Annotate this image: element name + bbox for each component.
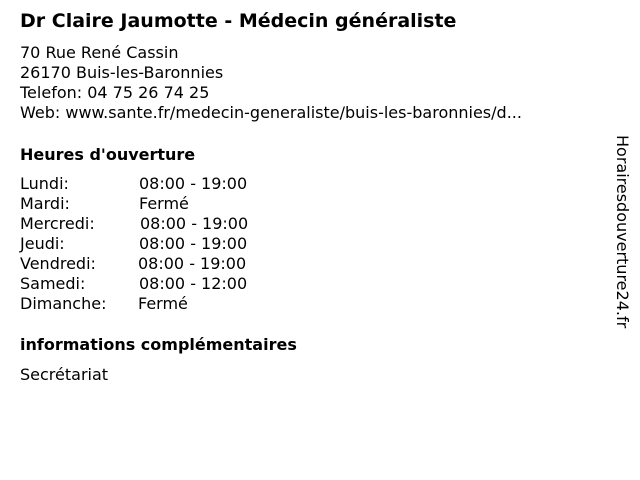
hours-row-samedi bbox=[20, 274, 320, 294]
day-label: Mercredi: bbox=[20, 214, 95, 233]
page-title: Dr Claire Jaumotte - Médecin généraliste bbox=[20, 10, 457, 32]
additional-info-text: Secrétariat bbox=[20, 365, 109, 384]
hours-row-dimanche bbox=[20, 294, 320, 314]
time-value: 08:00 - 19:00 bbox=[140, 214, 249, 233]
day-label: Samedi: bbox=[20, 274, 86, 293]
time-value: 08:00 - 19:00 bbox=[138, 254, 247, 273]
time-value: 08:00 - 12:00 bbox=[139, 274, 248, 293]
hours-row-mercredi bbox=[20, 214, 320, 234]
day-label: Mardi: bbox=[20, 194, 70, 213]
website-link[interactable]: Web: www.sante.fr/medecin-generaliste/buis-les-baronnies/d... bbox=[20, 103, 522, 122]
hours-row-jeudi bbox=[20, 234, 320, 254]
day-label: Vendredi: bbox=[20, 254, 96, 273]
day-label: Jeudi: bbox=[20, 234, 65, 253]
time-value: Fermé bbox=[138, 294, 188, 313]
opening-hours-table bbox=[20, 174, 320, 314]
time-value: 08:00 - 19:00 bbox=[139, 234, 248, 253]
site-watermark: Horairesdouverture24.fr bbox=[613, 135, 632, 329]
city-address: 26170 Buis-les-Baronnies bbox=[20, 63, 224, 82]
time-value: 08:00 - 19:00 bbox=[139, 174, 248, 193]
opening-hours-title: Heures d'ouverture bbox=[20, 145, 196, 164]
address-block bbox=[20, 43, 522, 123]
hours-row-vendredi bbox=[20, 254, 320, 274]
time-value: Fermé bbox=[139, 194, 189, 213]
day-label: Dimanche: bbox=[20, 294, 107, 313]
hours-row-lundi bbox=[20, 174, 320, 194]
phone-number: Telefon: 04 75 26 74 25 bbox=[20, 83, 210, 102]
street-address: 70 Rue René Cassin bbox=[20, 43, 179, 62]
day-label: Lundi: bbox=[20, 174, 69, 193]
additional-info-title: informations complémentaires bbox=[20, 335, 297, 354]
hours-row-mardi bbox=[20, 194, 320, 214]
